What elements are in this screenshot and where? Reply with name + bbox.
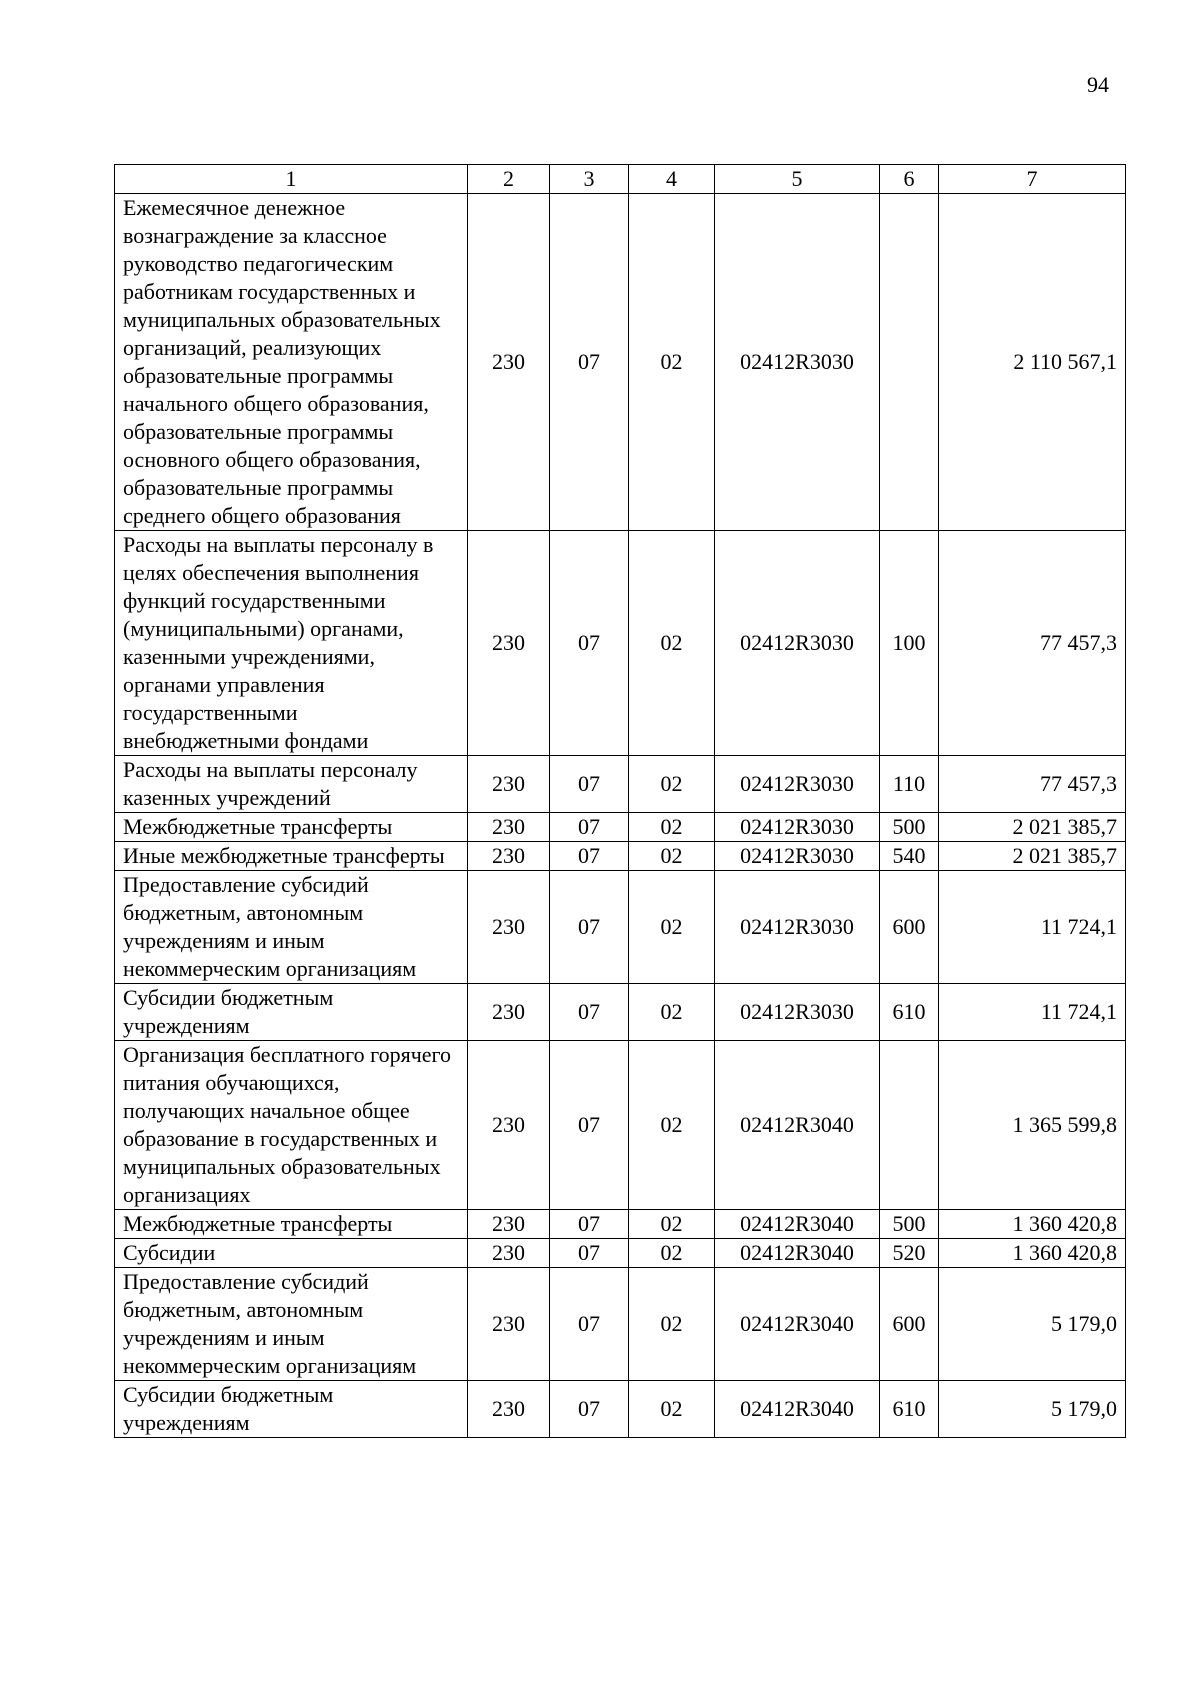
row-name-cell: Субсидии бюджетным учреждениям	[115, 984, 468, 1041]
section-code-cell: 07	[550, 1268, 629, 1381]
amount-cell: 2 021 385,7	[939, 813, 1126, 842]
header-cell: 1	[115, 165, 468, 194]
table-row	[115, 756, 1126, 813]
subsection-code-cell: 02	[629, 1210, 715, 1239]
row-name-cell: Ежемесячное денежное вознаграждение за классное руководство педагогическим работникам государственных и муниципальных образовательных организаций, реализующих образовательные программы начального общего образования, образовательные программы основного общего образования, образовательные программы среднего общего образования	[115, 194, 468, 531]
expense-type-cell: 100	[880, 531, 939, 756]
gr-code-cell: 230	[468, 756, 550, 813]
expense-type-cell: 610	[880, 984, 939, 1041]
expense-type-cell: 110	[880, 756, 939, 813]
expense-type-cell	[880, 194, 939, 531]
section-code-cell: 07	[550, 871, 629, 984]
table-row	[115, 1041, 1126, 1210]
target-article-cell: 02412R3040	[715, 1239, 880, 1268]
expense-type-cell: 520	[880, 1239, 939, 1268]
row-name-cell: Предоставление субсидий бюджетным, автономным учреждениям и иным некоммерческим организациям	[115, 871, 468, 984]
gr-code-cell: 230	[468, 1041, 550, 1210]
amount-cell: 1 360 420,8	[939, 1239, 1126, 1268]
section-code-cell: 07	[550, 842, 629, 871]
gr-code-cell: 230	[468, 1268, 550, 1381]
target-article-cell: 02412R3030	[715, 984, 880, 1041]
row-name-cell: Субсидии бюджетным учреждениям	[115, 1381, 468, 1438]
target-article-cell: 02412R3030	[715, 871, 880, 984]
section-code-cell: 07	[550, 1210, 629, 1239]
row-name-cell: Иные межбюджетные трансферты	[115, 842, 468, 871]
target-article-cell: 02412R3040	[715, 1268, 880, 1381]
subsection-code-cell: 02	[629, 813, 715, 842]
section-code-cell: 07	[550, 1041, 629, 1210]
expense-type-cell: 500	[880, 1210, 939, 1239]
row-name-cell: Организация бесплатного горячего питания обучающихся, получающих начальное общее образование в государственных и муниципальных образовательных организациях	[115, 1041, 468, 1210]
table-row	[115, 813, 1126, 842]
amount-cell: 2 021 385,7	[939, 842, 1126, 871]
subsection-code-cell: 02	[629, 756, 715, 813]
row-name-cell: Расходы на выплаты персоналу казенных учреждений	[115, 756, 468, 813]
section-code-cell: 07	[550, 984, 629, 1041]
subsection-code-cell: 02	[629, 531, 715, 756]
header-cell: 5	[715, 165, 880, 194]
gr-code-cell: 230	[468, 531, 550, 756]
amount-cell: 2 110 567,1	[939, 194, 1126, 531]
row-name-cell: Межбюджетные трансферты	[115, 1210, 468, 1239]
table-row	[115, 531, 1126, 756]
target-article-cell: 02412R3040	[715, 1381, 880, 1438]
gr-code-cell: 230	[468, 842, 550, 871]
table-row	[115, 1239, 1126, 1268]
table-row	[115, 984, 1126, 1041]
budget-table	[114, 164, 1126, 1438]
section-code-cell: 07	[550, 756, 629, 813]
subsection-code-cell: 02	[629, 842, 715, 871]
section-code-cell: 07	[550, 194, 629, 531]
amount-cell: 11 724,1	[939, 984, 1126, 1041]
target-article-cell: 02412R3040	[715, 1041, 880, 1210]
subsection-code-cell: 02	[629, 871, 715, 984]
expense-type-cell: 600	[880, 871, 939, 984]
gr-code-cell: 230	[468, 1381, 550, 1438]
amount-cell: 77 457,3	[939, 531, 1126, 756]
table-row	[115, 842, 1126, 871]
table-row	[115, 194, 1126, 531]
gr-code-cell: 230	[468, 194, 550, 531]
target-article-cell: 02412R3030	[715, 756, 880, 813]
gr-code-cell: 230	[468, 984, 550, 1041]
header-cell: 6	[880, 165, 939, 194]
section-code-cell: 07	[550, 813, 629, 842]
subsection-code-cell: 02	[629, 1381, 715, 1438]
target-article-cell: 02412R3030	[715, 813, 880, 842]
table-row	[115, 1268, 1126, 1381]
header-cell: 3	[550, 165, 629, 194]
gr-code-cell: 230	[468, 813, 550, 842]
table-row	[115, 871, 1126, 984]
row-name-cell: Межбюджетные трансферты	[115, 813, 468, 842]
target-article-cell: 02412R3030	[715, 842, 880, 871]
expense-type-cell	[880, 1041, 939, 1210]
expense-type-cell: 500	[880, 813, 939, 842]
section-code-cell: 07	[550, 1239, 629, 1268]
target-article-cell: 02412R3040	[715, 1210, 880, 1239]
page-number: 94	[1087, 72, 1109, 97]
expense-type-cell: 540	[880, 842, 939, 871]
expense-type-cell: 610	[880, 1381, 939, 1438]
amount-cell: 1 360 420,8	[939, 1210, 1126, 1239]
table-row	[115, 1381, 1126, 1438]
row-name-cell: Расходы на выплаты персоналу в целях обеспечения выполнения функций государственными (муниципальными) органами, казенными учреждениями, органами управления государственными внебюджетными фондами	[115, 531, 468, 756]
row-name-cell: Предоставление субсидий бюджетным, автономным учреждениям и иным некоммерческим организациям	[115, 1268, 468, 1381]
header-row	[115, 165, 1126, 194]
gr-code-cell: 230	[468, 871, 550, 984]
amount-cell: 1 365 599,8	[939, 1041, 1126, 1210]
gr-code-cell: 230	[468, 1210, 550, 1239]
target-article-cell: 02412R3030	[715, 531, 880, 756]
subsection-code-cell: 02	[629, 984, 715, 1041]
amount-cell: 77 457,3	[939, 756, 1126, 813]
header-cell: 2	[468, 165, 550, 194]
amount-cell: 11 724,1	[939, 871, 1126, 984]
amount-cell: 5 179,0	[939, 1268, 1126, 1381]
section-code-cell: 07	[550, 531, 629, 756]
header-cell: 4	[629, 165, 715, 194]
header-cell: 7	[939, 165, 1126, 194]
table-row	[115, 1210, 1126, 1239]
expense-type-cell: 600	[880, 1268, 939, 1381]
section-code-cell: 07	[550, 1381, 629, 1438]
gr-code-cell: 230	[468, 1239, 550, 1268]
row-name-cell: Субсидии	[115, 1239, 468, 1268]
subsection-code-cell: 02	[629, 1041, 715, 1210]
subsection-code-cell: 02	[629, 1239, 715, 1268]
amount-cell: 5 179,0	[939, 1381, 1126, 1438]
subsection-code-cell: 02	[629, 194, 715, 531]
subsection-code-cell: 02	[629, 1268, 715, 1381]
target-article-cell: 02412R3030	[715, 194, 880, 531]
